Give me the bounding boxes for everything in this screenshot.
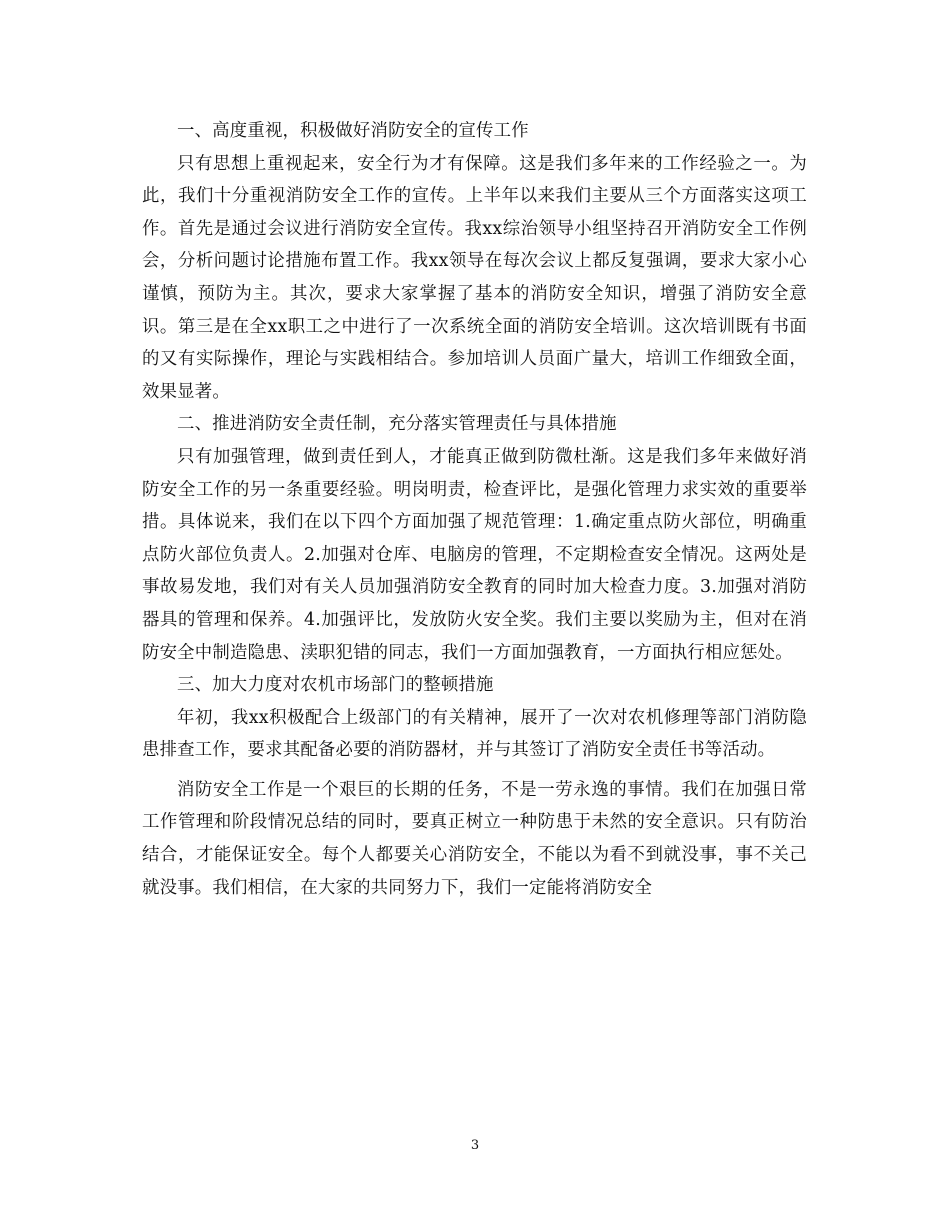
paragraph-4: 消防安全工作是一个艰巨的长期的任务，不是一劳永逸的事情。我们在加强日常工作管理和阶段情况总结的同时，要真正树立一种防患于未然的安全意识。只有防治结合，才能保证安全。每个人都要关心消防安全，不能以为看不到就没事，事不关己就没事。我们相信，在大家的共同努力下，我们一定能将消防安全 [142, 779, 807, 898]
paragraph-3: 年初，我xx积极配合上级部门的有关精神，展开了一次对农机修理等部门消防隐患排查工作，要求其配备必要的消防器材，并与其签订了消防安全责任书等活动。 [142, 707, 807, 761]
page-number: 3 [470, 1138, 480, 1153]
section-heading-2: 二、推进消防安全责任制，充分落实管理责任与具体措施 [177, 414, 617, 435]
section-heading-1: 一、高度重视，积极做好消防安全的宣传工作 [177, 121, 529, 141]
paragraph-1: 只有思想上重视起来，安全行为才有保障。这是我们多年来的工作经验之一。为此，我们十分重视消防安全工作的宣传。上半年以来我们主要从三个方面落实这项工作。首先是通过会议进行消防安全宣传。我xx综治领导小组坚持召开消防安全工作例会，分析问题讨论措施布置工作。我xx领导在每次会议上都反复强调，要求大家小心谨慎，预防为主。其次，要求大家掌握了基本的消防安全知识，增强了消防安全意识。第三是在全xx职工之中进行了一次系统全面的消防安全培训。这次培训既有书面的又有实际操作，理论与实践相结合。参加培训人员面广量大，培训工作细致全面，效果显著。 [142, 153, 807, 402]
section-heading-3: 三、加大力度对农机市场部门的整顿措施 [177, 675, 494, 696]
document-body [142, 115, 807, 904]
paragraph-2: 只有加强管理，做到责任到人，才能真正做到防微杜渐。这是我们多年来做好消防安全工作的另一条重要经验。明岗明责，检查评比，是强化管理力求实效的重要举措。具体说来，我们在以下四个方面加强了规范管理：1.确定重点防火部位，明确重点防火部位负责人。2.加强对仓库、电脑房的管理，不定期检查安全情况。这两处是事故易发地，我们对有关人员加强消防安全教育的同时加大检查力度。3.加强对消防器具的管理和保养。4.加强评比，发放防火安全奖。我们主要以奖励为主，但对在消防安全中制造隐患、渎职犯错的同志，我们一方面加强教育，一方面执行相应惩处。 [142, 446, 807, 663]
